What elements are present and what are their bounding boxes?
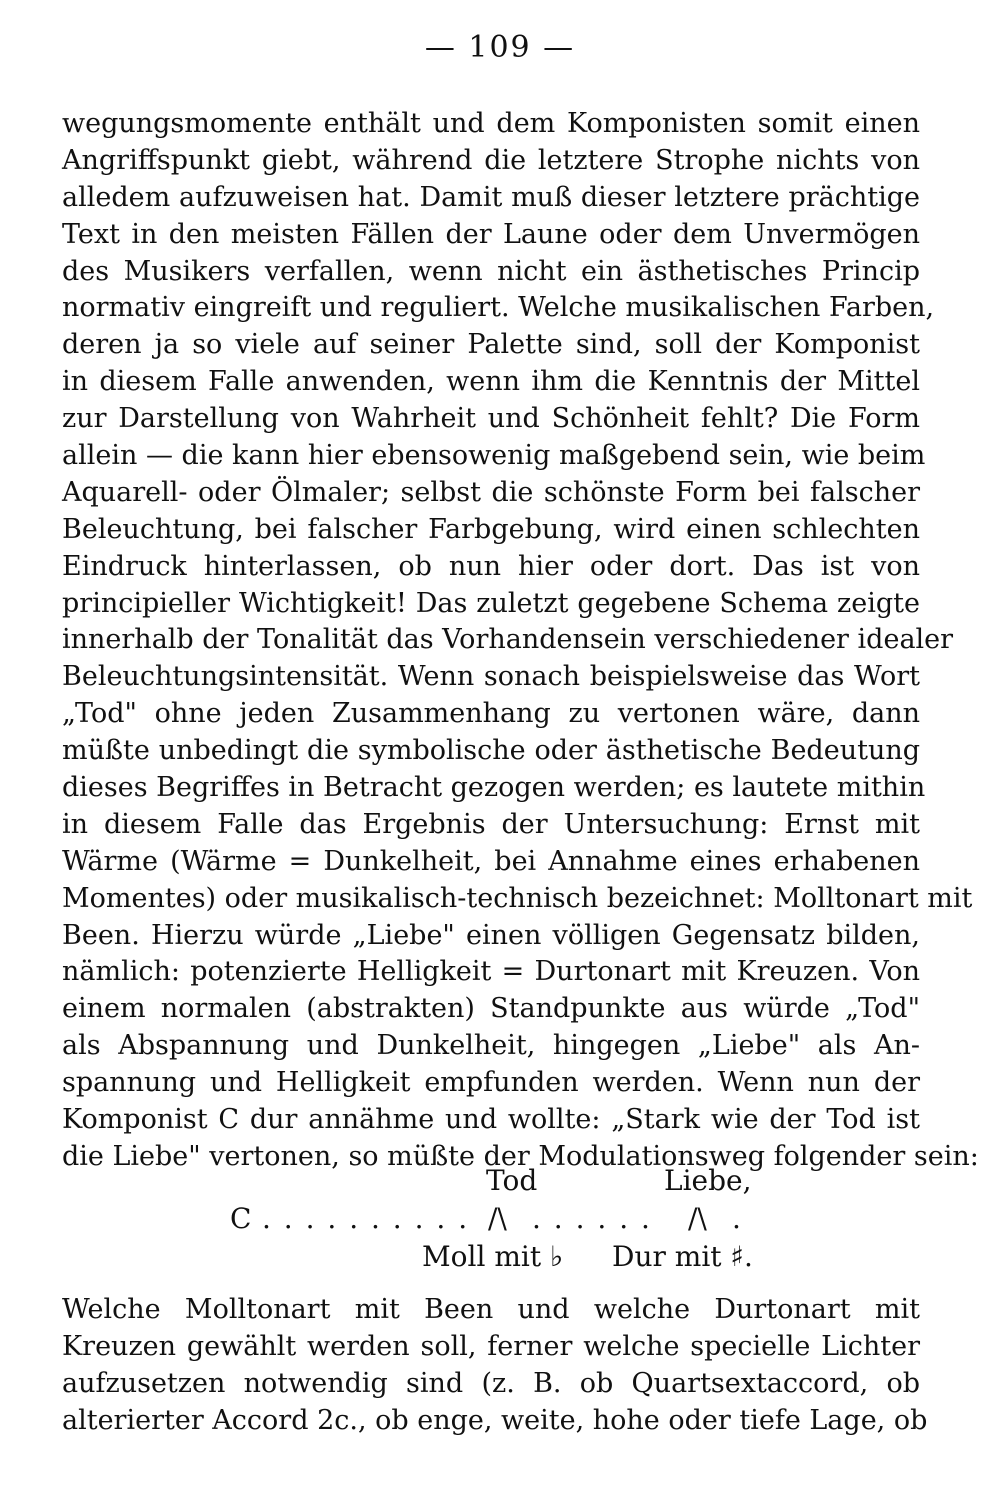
text-line: Been. Hierzu würde „Liebe" einen völligen Gegensatz bilden, bbox=[62, 919, 920, 951]
text-line: Angriffspunkt giebt, während die letztere Strophe nichts von bbox=[62, 144, 920, 176]
diagram-caret-2: /\ bbox=[688, 1202, 707, 1235]
text-line: Welche Molltonart mit Been und welche Durtonart mit bbox=[62, 1294, 920, 1325]
text-line: nämlich: potenzierte Helligkeit = Durtonart mit Kreuzen. Von bbox=[62, 956, 920, 988]
page-number: — 109 — bbox=[424, 30, 576, 65]
text-line: Eindruck hinterlassen, ob nun hier oder dort. Das ist von bbox=[62, 550, 920, 582]
text-line: aufzusetzen notwendig sind (z. B. ob Quartsextaccord, ob bbox=[62, 1367, 920, 1399]
text-line: wegungsmomente enthält und dem Komponisten somit einen bbox=[62, 108, 920, 139]
text-line: deren ja so viele auf seiner Palette sind, soll der Komponist bbox=[62, 329, 920, 361]
text-line: alledem aufzuweisen hat. Damit muß dieser letztere prächtige bbox=[62, 181, 920, 213]
text-line: „Tod" ohne jeden Zusammenhang zu vertonen wäre, dann bbox=[62, 698, 920, 730]
text-line: die Liebe" vertonen, so müßte der Modulationsweg folgender sein: bbox=[62, 1140, 979, 1172]
text-line: Wärme (Wärme = Dunkelheit, bei Annahme eines erhabenen bbox=[62, 845, 920, 877]
diagram-caret-1: /\ bbox=[488, 1202, 507, 1235]
text-line: allein — die kann hier ebensowenig maßgebend sein, wie beim bbox=[62, 440, 926, 472]
diagram-dots-3: . bbox=[732, 1202, 741, 1235]
text-line: spannung und Helligkeit empfunden werden. Wenn nun der bbox=[62, 1067, 920, 1099]
text-line: einem normalen (abstrakten) Standpunkte aus würde „Tod" bbox=[62, 993, 920, 1025]
text-line: als Abspannung und Dunkelheit, hingegen „Liebe" als An- bbox=[62, 1030, 920, 1062]
text-line: innerhalb der Tonalität das Vorhandensein verschiedener idealer bbox=[62, 624, 954, 656]
text-line: Aquarell- oder Ölmaler; selbst die schönste Form bei falscher bbox=[62, 476, 920, 508]
text-line: Momentes) oder musikalisch-technisch bezeichnet: Molltonart mit bbox=[62, 882, 973, 914]
text-line: müßte unbedingt die symbolische oder ästhetische Bedeutung bbox=[62, 735, 920, 767]
modulation-diagram bbox=[0, 1162, 1000, 1287]
diagram-label-dur: Dur mit ♯. bbox=[612, 1240, 753, 1273]
paragraph-bottom bbox=[62, 1292, 928, 1440]
text-line: principieller Wichtigkeit! Das zuletzt gegebene Schema zeigte bbox=[62, 587, 920, 619]
diagram-dots-1: . . . . . . . . . . bbox=[262, 1202, 470, 1235]
diagram-dots-2: . . . . . . bbox=[532, 1202, 652, 1235]
text-line: in diesem Falle anwenden, wenn ihm die Kenntnis der Mittel bbox=[62, 366, 920, 398]
diagram-label-moll: Moll mit ♭ bbox=[422, 1240, 564, 1273]
diagram-label-tod: Tod bbox=[486, 1164, 538, 1197]
text-line: alterierter Accord 2c., ob enge, weite, hohe oder tiefe Lage, ob bbox=[62, 1404, 928, 1436]
text-line: in diesem Falle das Ergebnis der Untersuchung: Ernst mit bbox=[62, 808, 920, 840]
text-line: zur Darstellung von Wahrheit und Schönheit fehlt? Die Form bbox=[62, 403, 920, 435]
paragraph-top bbox=[62, 106, 979, 1176]
diagram-label-liebe: Liebe, bbox=[664, 1164, 752, 1197]
text-line: Beleuchtung, bei falscher Farbgebung, wird einen schlechten bbox=[62, 513, 920, 545]
text-line: normativ eingreift und reguliert. Welche musikalischen Farben, bbox=[62, 292, 935, 324]
text-line: Komponist C dur annähme und wollte: „Stark wie der Tod ist bbox=[62, 1104, 920, 1136]
text-line: des Musikers verfallen, wenn nicht ein ästhetisches Princip bbox=[62, 255, 920, 287]
text-line: Beleuchtungsintensität. Wenn sonach beispielsweise das Wort bbox=[62, 661, 920, 693]
text-line: Kreuzen gewählt werden soll, ferner welche specielle Lichter bbox=[62, 1330, 920, 1362]
text-line: dieses Begriffes in Betracht gezogen werden; es lautete mithin bbox=[62, 772, 926, 804]
text-line: Text in den meisten Fällen der Laune oder dem Unvermögen bbox=[62, 218, 920, 250]
diagram-start-key: C bbox=[230, 1202, 252, 1235]
